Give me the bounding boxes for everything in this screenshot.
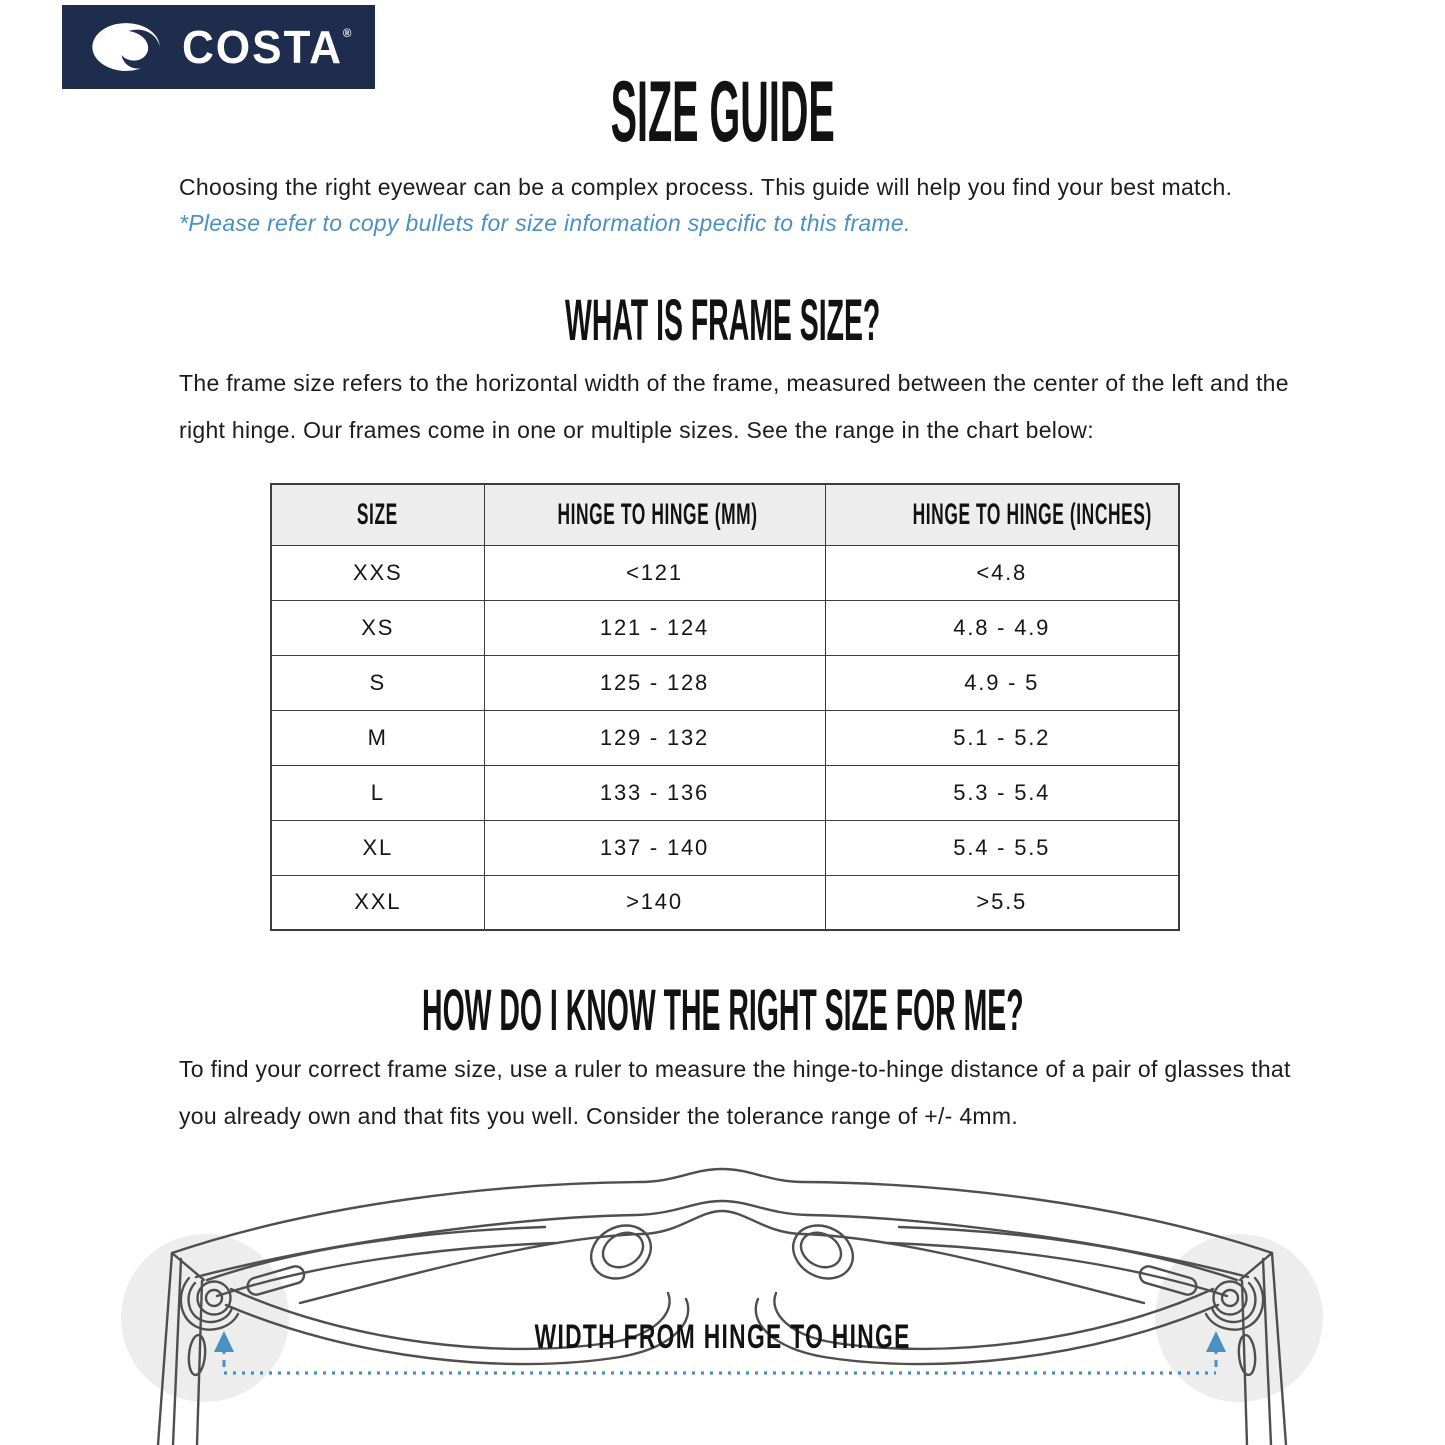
- col-header-hinge-mm: HINGE TO HINGE (MM): [484, 484, 825, 545]
- table-row: [271, 655, 1179, 710]
- intro-text: Choosing the right eyewear can be a complex process. This guide will help you find your best match.: [179, 174, 1233, 200]
- col-header-size: SIZE: [271, 484, 484, 545]
- cell-mm: <121: [484, 545, 825, 600]
- cell-inches: >5.5: [825, 875, 1179, 930]
- page-title: SIZE GUIDE: [610, 64, 835, 160]
- cell-size: XXS: [271, 545, 484, 600]
- cell-mm: 137 - 140: [484, 820, 825, 875]
- table-row: [271, 765, 1179, 820]
- frame-size-body: The frame size refers to the horizontal width of the frame, measured between the center of the left and the right hinge. Our frames come in one or multiple sizes. See the range in the chart below:: [179, 370, 1289, 443]
- frame-note-text: *Please refer to copy bullets for size information specific to this frame.: [179, 210, 911, 236]
- frame-size-heading: WHAT IS FRAME SIZE?: [564, 288, 881, 353]
- cell-mm: 125 - 128: [484, 655, 825, 710]
- table-row: [271, 710, 1179, 765]
- cell-mm: 121 - 124: [484, 600, 825, 655]
- registered-mark: ®: [342, 26, 352, 40]
- table-row: [271, 820, 1179, 875]
- cell-size: S: [271, 655, 484, 710]
- col-header-hinge-inches: HINGE TO HINGE (INCHES): [825, 484, 1179, 545]
- diagram-label: WIDTH FROM HINGE TO HINGE: [534, 1318, 911, 1356]
- brand-name: COSTA®: [182, 21, 352, 73]
- cell-mm: 133 - 136: [484, 765, 825, 820]
- cell-inches: 4.9 - 5: [825, 655, 1179, 710]
- cell-size: XL: [271, 820, 484, 875]
- size-table: [270, 483, 1180, 931]
- table-row: [271, 600, 1179, 655]
- cell-inches: 5.3 - 5.4: [825, 765, 1179, 820]
- cell-mm: >140: [484, 875, 825, 930]
- table-row: [271, 545, 1179, 600]
- cell-size: XS: [271, 600, 484, 655]
- cell-inches: 5.4 - 5.5: [825, 820, 1179, 875]
- right-size-heading: HOW DO I KNOW THE RIGHT SIZE FOR ME?: [421, 978, 1024, 1043]
- right-size-body: To find your correct frame size, use a ruler to measure the hinge-to-hinge distance of a pair of glasses that you already own and that fits you well. Consider the tolerance range of +/- 4mm.: [179, 1056, 1291, 1129]
- cell-inches: 4.8 - 4.9: [825, 600, 1179, 655]
- size-table-header-row: [271, 484, 1179, 545]
- cell-mm: 129 - 132: [484, 710, 825, 765]
- glasses-top-view-diagram: [0, 1145, 1445, 1445]
- cell-size: M: [271, 710, 484, 765]
- cell-inches: 5.1 - 5.2: [825, 710, 1179, 765]
- table-row: [271, 875, 1179, 930]
- cell-size: L: [271, 765, 484, 820]
- cell-inches: <4.8: [825, 545, 1179, 600]
- cell-size: XXL: [271, 875, 484, 930]
